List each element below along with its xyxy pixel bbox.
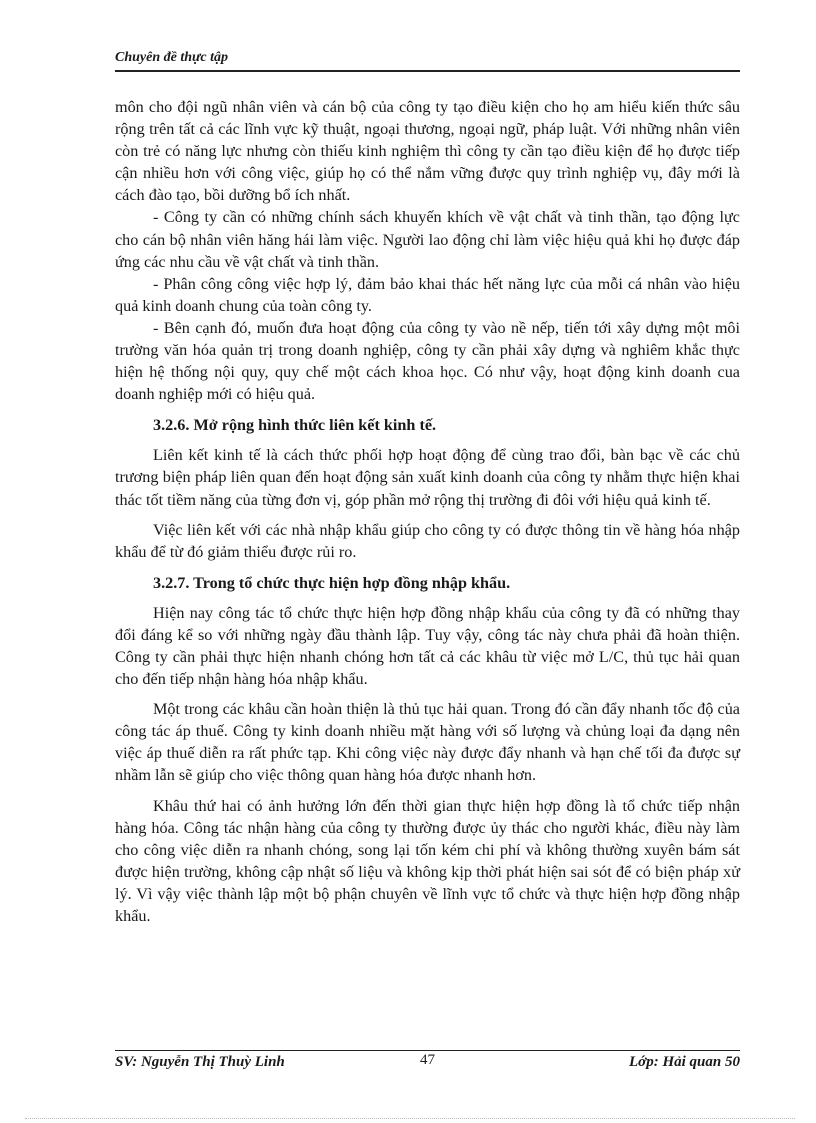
page-number: 47 — [420, 1052, 435, 1068]
paragraph: Liên kết kinh tế là cách thức phối hợp hoạt động để cùng trao đổi, bàn bạc về các chủ trương biện pháp liên quan đến hoạt động sản xuất kinh doanh của công ty nhằm thực hiện khai thác tốt tiềm năng của từng đơn vị, góp phần mở rộng thị trường đi đôi với hiệu quả kinh tế. — [115, 446, 740, 509]
page-edge — [25, 1118, 795, 1119]
student-name: SV: Nguyễn Thị Thuỳ Linh — [115, 1054, 285, 1070]
section-heading-3-2-6: 3.2.6. Mở rộng hình thức liên kết kinh tế. — [153, 416, 437, 435]
paragraph: Khâu thứ hai có ảnh hưởng lớn đến thời gian thực hiện hợp đồng là tổ chức tiếp nhận hàng hóa. Công tác nhận hàng của công ty thường được ủy thác cho người khác, điều này làm cho công việc diễn ra nhanh chóng, song lại tốn kém chi phí và không thường xuyên bám sát được hiện trường, không cập nhật số liệu và không kịp thời phát hiện sai sót để có biện pháp xử lý. Vì vậy việc thành lập một bộ phận chuyên về lĩnh vực tổ chức và thực hiện hợp đồng nhập khẩu. — [115, 796, 740, 925]
bullet-paragraph: - Bên cạnh đó, muốn đưa hoạt động của công ty vào nề nếp, tiến tới xây dựng một môi trường văn hóa quản trị trong doanh nghiệp, công ty cần phải xây dựng và nghiêm khắc thực hiện hệ thống nội quy, quy chế một cách khoa học. Có như vậy, hoạt động kinh doanh cua doanh nghiệp mới có hiệu quả. — [115, 318, 740, 404]
section-heading-3-2-7: 3.2.7. Trong tổ chức thực hiện hợp đồng nhập khẩu. — [153, 573, 511, 592]
bullet-paragraph: - Phân công công việc hợp lý, đảm bảo khai thác hết năng lực của mỗi cá nhân vào hiệu quả kinh doanh chung của toàn công ty. — [115, 274, 740, 315]
paragraph: Một trong các khâu cần hoàn thiện là thủ tục hải quan. Trong đó cần đẩy nhanh tốc độ của công tác áp thuế. Công ty kinh doanh nhiều mặt hàng với số lượng và chủng loại đa dạng nên việc áp thuế diễn ra rất phức tạp. Khi công việc này được đẩy nhanh và hạn chế tối đa được sự nhầm lẫn sẽ giúp cho việc thông quan hàng hóa được nhanh hơn. — [115, 700, 740, 785]
bullet-paragraph: - Công ty cần có những chính sách khuyến khích về vật chất và tinh thần, tạo động lực cho cán bộ nhân viên hăng hái làm việc. Người lao động chỉ làm việc hiệu quả khi họ được đáp ứng các nhu cầu về vật chất và tinh thần. — [115, 208, 740, 271]
running-header: Chuyên đề thực tập — [115, 50, 229, 65]
paragraph: môn cho đội ngũ nhân viên và cán bộ của công ty tạo điều kiện cho họ am hiểu kiến thức sâu rộng trên tất cả các lĩnh vực kỹ thuật, ngoại thương, ngoại ngữ, pháp luật. Với những nhân viên còn trẻ có năng lực nhưng còn thiếu kinh nghiệm thì công ty cần tạo điều kiện để họ được tiếp cận nhiều hơn với công việc, giúp họ có thể nắm vững được quy trình nghiệp vụ, đây mới là cách đào tạo, bồi dưỡng bổ ích nhất. — [115, 98, 740, 205]
running-footer — [115, 1054, 740, 1076]
footer-divider — [115, 1050, 740, 1051]
paragraph: Hiện nay công tác tổ chức thực hiện hợp đồng nhập khẩu của công ty đã có những thay đổi đáng kể so với những ngày đầu thành lập. Tuy vậy, công tác này chưa phải đã hoàn thiện. Công ty cần phải thực hiện nhanh chóng hơn tất cả các khâu từ việc mở L/C, thủ tục hải quan cho đến tiếp nhận hàng hóa nhập khẩu. — [115, 603, 740, 689]
header-divider — [115, 70, 740, 72]
class-name: Lớp: Hải quan 50 — [629, 1054, 740, 1070]
paragraph: Việc liên kết với các nhà nhập khẩu giúp cho công ty có được thông tin về hàng hóa nhập khẩu để từ đó giảm thiểu được rủi ro. — [115, 520, 740, 561]
document-body — [115, 96, 740, 927]
